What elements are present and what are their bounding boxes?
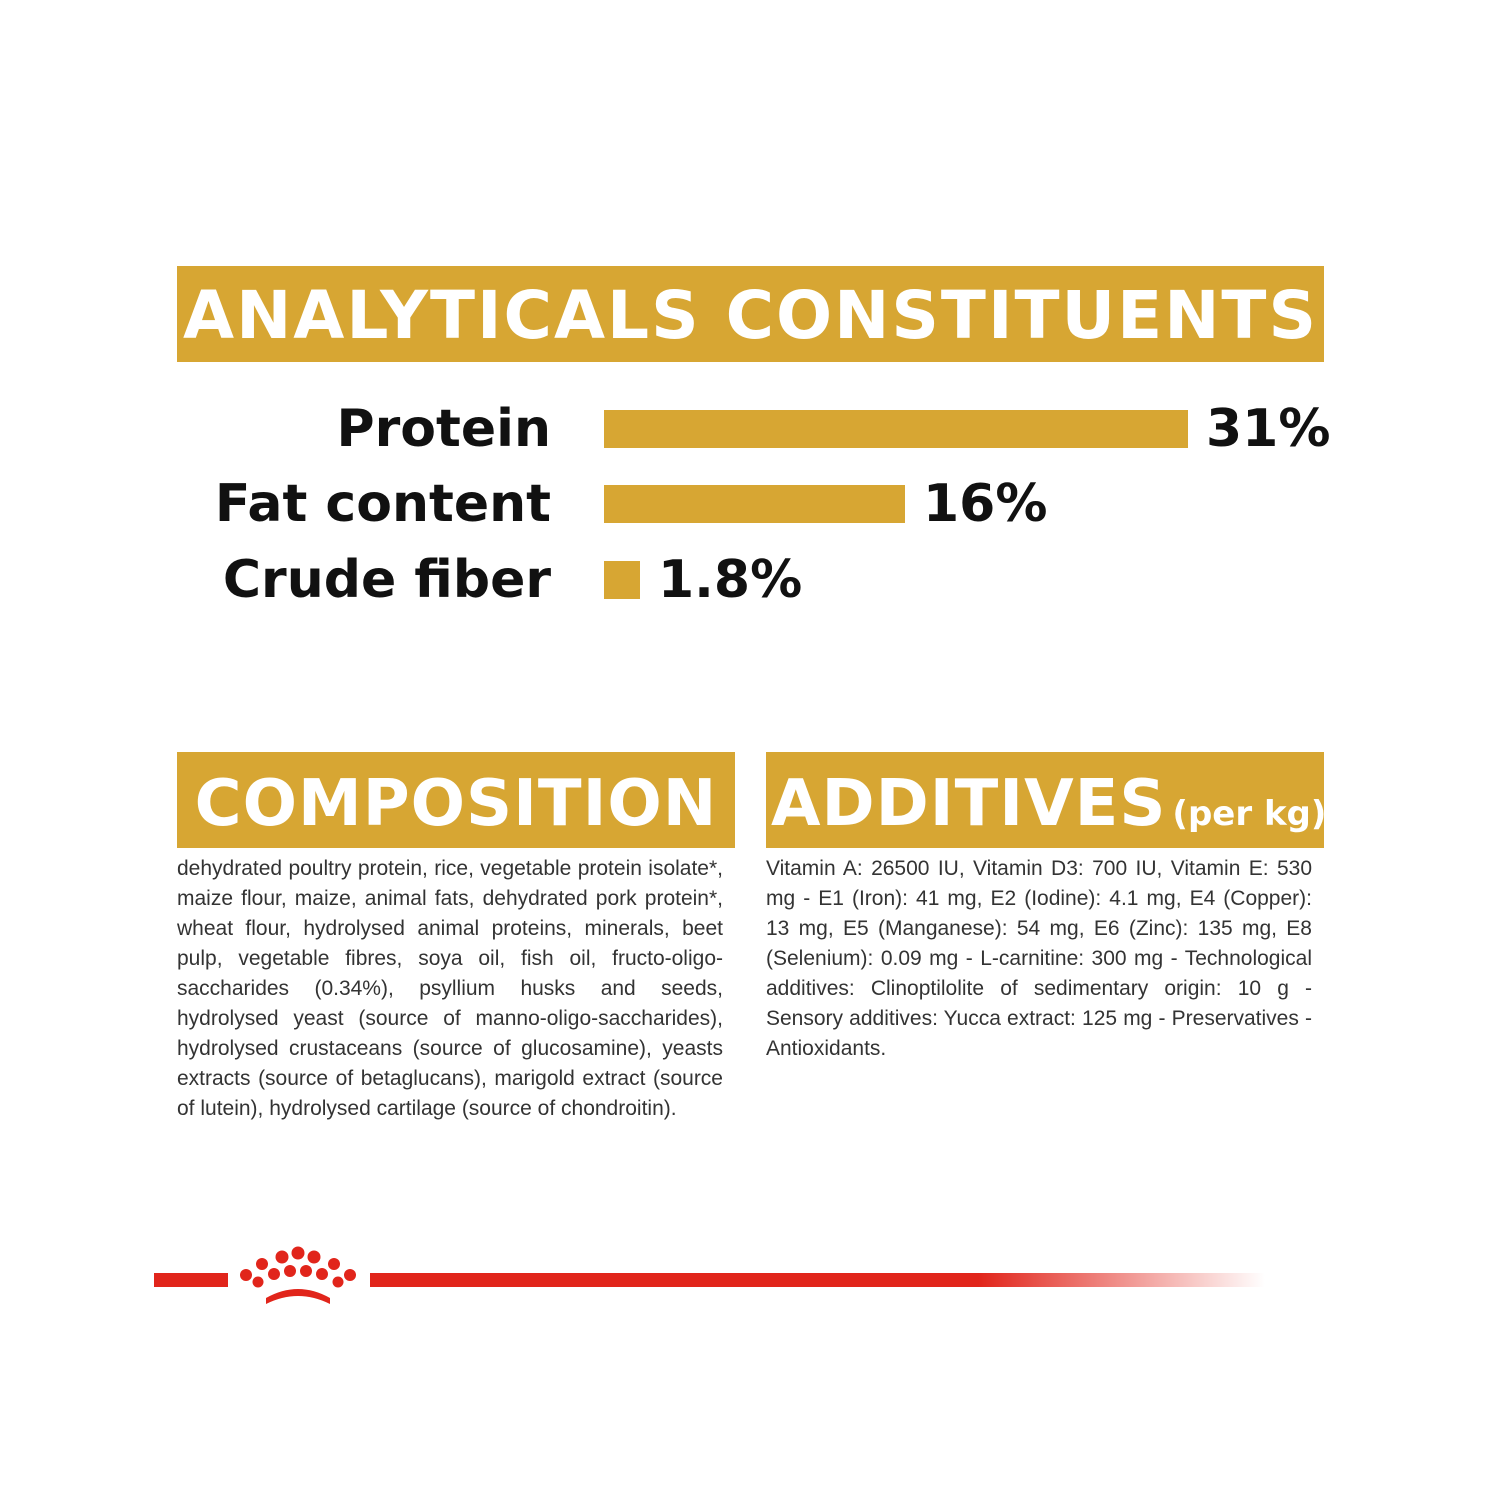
additives-title: ADDITIVES <box>771 767 1167 841</box>
analyticals-banner <box>177 266 1324 362</box>
composition-title: COMPOSITION <box>194 767 718 841</box>
protein-label: Protein <box>336 399 551 459</box>
brand-line-left <box>154 1273 228 1287</box>
crown-logo-icon <box>236 1244 360 1314</box>
crude-fiber-bar <box>604 561 640 599</box>
additives-subtitle: (per kg) <box>1172 794 1327 834</box>
composition-banner <box>177 752 735 848</box>
composition-text: dehydrated poultry protein, rice, vegetable protein isolate*, maize flour, maize, animal fats, dehydrated pork protein*, wheat flour, hydrolysed animal proteins, minerals, beet pulp, vegetable fibres, soya oil, fish oil, fructo-oligo-saccharides (0.34%), psyllium husks and seeds, hydrolysed yeast (source of manno-oligo-saccharides), hydrolysed crustaceans (source of glucosamine), yeasts extracts (source of betaglucans), marigold extract (source of lutein), hydrolysed cartilage (source of chondroitin). <box>177 857 723 1120</box>
crude-fiber-label: Crude fiber <box>222 550 551 610</box>
protein-value: 31% <box>1206 399 1331 459</box>
additives-banner <box>766 752 1327 848</box>
analyticals-title: ANALYTICALS CONSTITUENTS <box>182 277 1318 354</box>
crude-fiber-value: 1.8% <box>658 550 803 610</box>
protein-bar <box>604 410 1188 448</box>
brand-line-right <box>370 1273 1265 1287</box>
additives-text: Vitamin A: 26500 IU, Vitamin D3: 700 IU, Vitamin E: 530 mg - E1 (Iron): 41 mg, E2 (Iodine): 4.1 mg, E4 (Copper): 13 mg, E5 (Manganese): 54 mg, E6 (Zinc): 135 mg, E8 (Selenium): 0.09 mg - L-carnitine: 300 mg - Technological additives: Clinoptilolite of sedimentary origin: 10 g - Sensory additives: Yucca extract: 125 mg - Preservatives - Antioxidants. <box>766 857 1312 1060</box>
fat-content-label: Fat content <box>214 474 551 534</box>
fat-content-value: 16% <box>923 474 1048 534</box>
fat-content-bar <box>604 485 905 523</box>
